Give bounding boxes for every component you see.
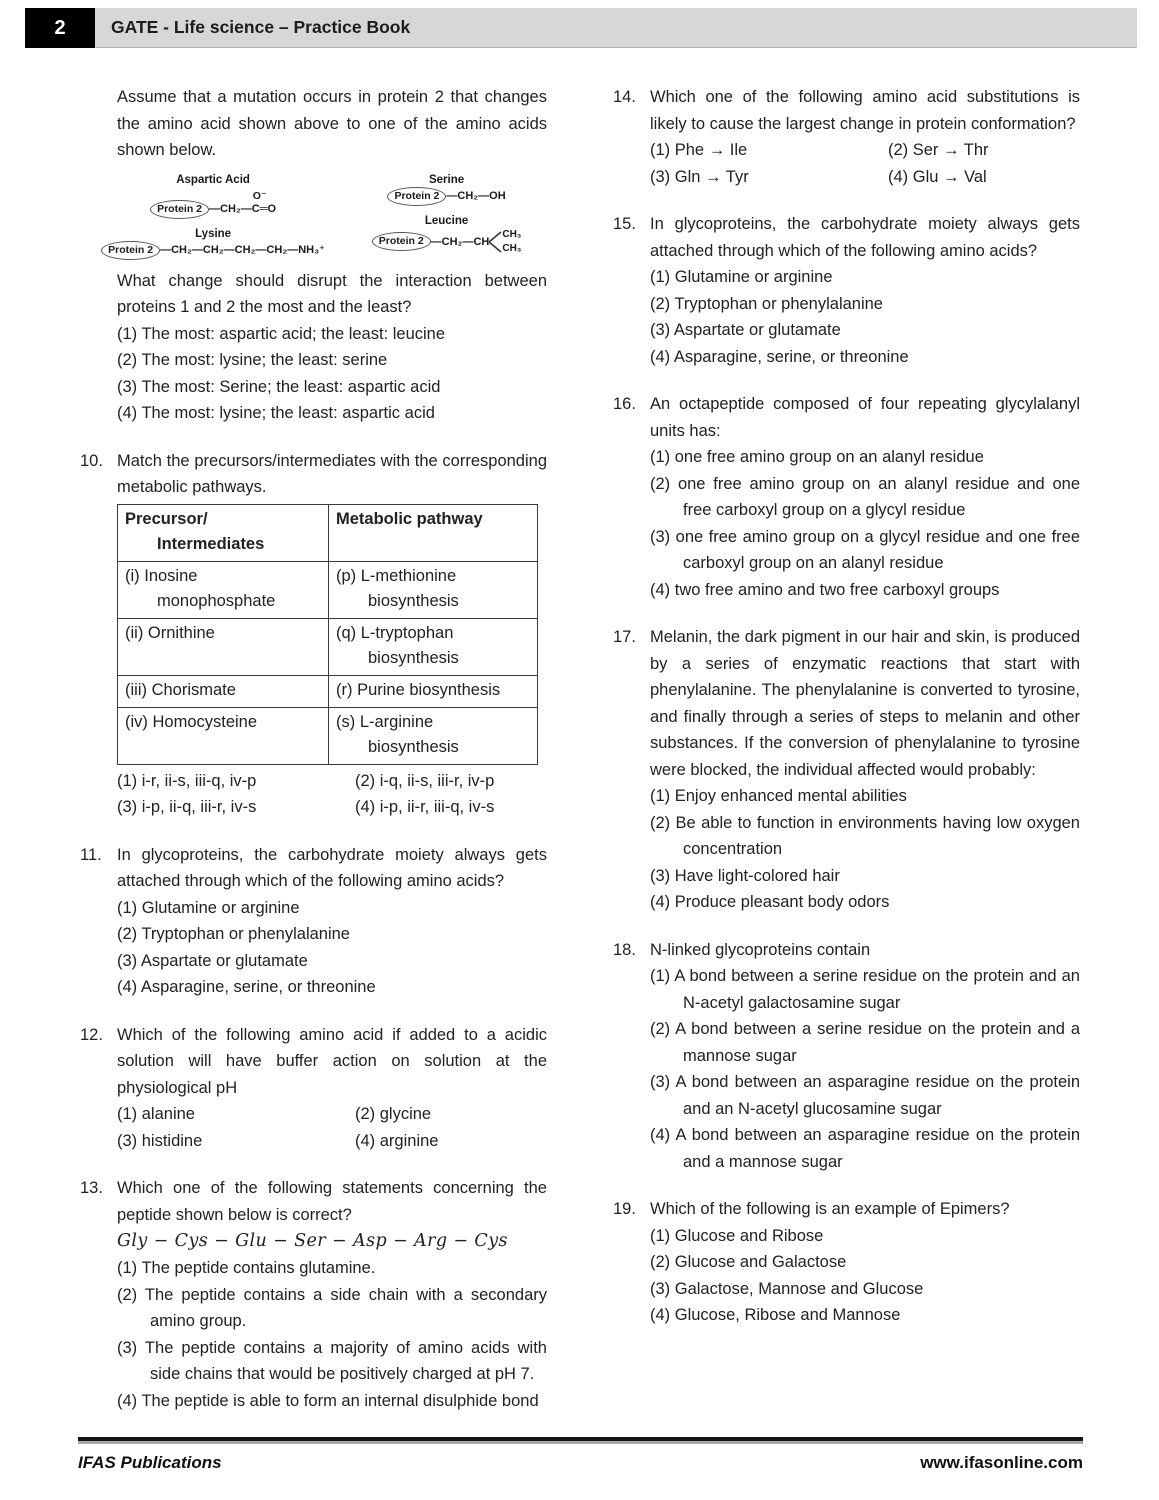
- option: (1) Glutamine or arginine: [117, 898, 300, 917]
- options-list: [613, 264, 1080, 370]
- branch-methyls: [502, 229, 521, 254]
- option: (1) The most: aspartic acid; the least: leucine: [117, 324, 446, 343]
- question: [613, 624, 1080, 783]
- option: (4) A bond between an asparagine residue on the protein and a mannose sugar: [650, 1126, 1080, 1171]
- chain-text: —CH₂—CH₂—CH₂—CH₂—NH₃⁺: [160, 244, 325, 256]
- question-text: Which of the following amino acid if added to a acidic solution will have buffer action on solution at the physiological pH: [117, 1025, 547, 1097]
- option: (2) Ser → Thr: [888, 141, 989, 159]
- table-header-row: [118, 504, 538, 561]
- table-cell: [118, 675, 329, 707]
- option: (2) Be able to function in environments having low oxygen concentration: [650, 813, 1080, 858]
- option: (3) Have light-colored hair: [650, 866, 840, 885]
- table-row: [118, 675, 538, 707]
- option: (1) one free amino group on an alanyl residue: [650, 448, 984, 466]
- option: (2) i-q, ii-s, iii-r, iv-p: [355, 771, 495, 790]
- match-table: [117, 504, 538, 765]
- options-grid: [80, 768, 547, 821]
- question: [613, 1196, 1080, 1223]
- question-number: 18.: [613, 940, 636, 959]
- options-row: [117, 768, 547, 795]
- option: (3) Aspartate or glutamate: [117, 951, 308, 970]
- page-header: [25, 8, 1137, 48]
- protein2-oval: Protein 2: [150, 200, 209, 219]
- option: (1) Enjoy enhanced mental abilities: [650, 787, 907, 805]
- chain-text: CH₃: [502, 243, 522, 254]
- page-footer: [78, 1437, 1083, 1473]
- option: (2) The most: lysine; the least: serine: [117, 351, 388, 369]
- option: (3) one free amino group on a glycyl residue and one free carboxyl group on an alanyl residue: [650, 527, 1080, 572]
- header-line: Metabolic pathway: [336, 509, 483, 528]
- branch-group: [489, 228, 521, 256]
- option: (2) one free amino group on an alanyl residue and one free carboxyl group on a glycyl residue: [650, 474, 1080, 519]
- chain-text: —CH₂—CH: [430, 235, 490, 248]
- structure-aspartic-acid: [150, 174, 276, 219]
- cell-line: (q) L-tryptophan: [336, 623, 454, 642]
- option: (4) Asparagine, serine, or threonine: [117, 978, 376, 996]
- option: (2) Tryptophan or phenylalanine: [117, 925, 350, 943]
- chain-text: C═O: [251, 203, 277, 215]
- options-grid: [80, 1101, 547, 1154]
- chain-text: CH₃: [502, 229, 522, 240]
- header-title-bar: [95, 8, 1137, 48]
- question-number: 15.: [613, 215, 636, 233]
- protein2-oval: Protein 2: [387, 187, 446, 206]
- options-list: [80, 1255, 547, 1414]
- option: (4) Asparagine, serine, or threonine: [650, 347, 909, 366]
- option: (4) Glu → Val: [888, 167, 987, 186]
- option: (4) The most: lysine; the least: aspartic acid: [117, 404, 435, 422]
- table-header-cell: [118, 504, 329, 561]
- footer-divider: [78, 1437, 1083, 1441]
- option: (2) A bond between a serine residue on the protein and a mannose sugar: [650, 1020, 1080, 1065]
- protein2-oval: Protein 2: [372, 232, 431, 251]
- option: (3) Aspartate or glutamate: [650, 321, 841, 339]
- option: (1) Phe → Ile: [650, 141, 748, 159]
- book-title: GATE - Life science – Practice Book: [111, 17, 411, 37]
- option: (4) Produce pleasant body odors: [650, 893, 890, 911]
- table-row: [118, 561, 538, 618]
- header-line: Intermediates: [157, 534, 265, 553]
- carboxyl-stack: [251, 190, 277, 216]
- cell-line: biosynthesis: [368, 591, 459, 610]
- options-row: [117, 1128, 547, 1155]
- cell-line: (iii) Chorismate: [125, 680, 236, 699]
- structure-chain: [150, 190, 277, 219]
- table-cell: [118, 561, 329, 618]
- options-row: [650, 164, 1080, 191]
- table-cell: [329, 675, 538, 707]
- cell-line: (p) L-methionine: [336, 566, 457, 585]
- table-cell: [329, 707, 538, 764]
- left-column: [80, 84, 547, 1436]
- cell-line: (ii) Ornithine: [125, 623, 215, 642]
- question-text: Which of the following is an example of Epimers?: [650, 1200, 1010, 1218]
- branch-bonds-icon: [489, 228, 502, 256]
- option: (3) Gln → Tyr: [650, 167, 749, 186]
- structure-label: Lysine: [195, 227, 232, 240]
- question-number: 14.: [613, 88, 636, 106]
- question: [613, 937, 1080, 964]
- header-line: Precursor/: [125, 509, 208, 528]
- question-text: In glycoproteins, the carbohydrate moiety always gets attached through which of the following amino acids?: [117, 845, 547, 890]
- question-number: 16.: [613, 395, 636, 413]
- question: [80, 842, 547, 895]
- question-number: 12.: [80, 1025, 103, 1044]
- question-number: 10.: [80, 451, 103, 470]
- structure-chain: [372, 228, 522, 256]
- question-text: Melanin, the dark pigment in our hair and skin, is produced by a series of enzymatic reactions that start with phenylalanine. The phenylalanine is converted to tyrosine, and finally through a series of steps to melanin and other substances. If the conversion of phenylalanine to tyrosine were blocked, the individual affected would probably:: [650, 628, 1080, 779]
- structure-lysine: [101, 228, 325, 260]
- question-text: Which one of the following statements concerning the peptide shown below is correct?: [117, 1179, 547, 1224]
- option: (4) Glucose, Ribose and Mannose: [650, 1306, 901, 1324]
- cell-line: (iv) Homocysteine: [125, 712, 258, 731]
- structure-label: Aspartic Acid: [176, 173, 250, 186]
- option: (3) The most: Serine; the least: aspartic acid: [117, 377, 441, 396]
- option: (3) histidine: [117, 1131, 203, 1150]
- figure-amino-structures: [80, 174, 547, 260]
- cell-line: (r) Purine biosynthesis: [336, 680, 501, 699]
- option: (3) Galactose, Mannose and Glucose: [650, 1279, 924, 1298]
- structure-leucine: [372, 215, 522, 256]
- option: (1) Glutamine or arginine: [650, 268, 833, 286]
- option: (3) The peptide contains a majority of amino acids with side chains that would be positively charged at pH 7.: [117, 1338, 547, 1383]
- structure-chain: [101, 241, 325, 260]
- question: [80, 1175, 547, 1228]
- structure-chain: [387, 187, 505, 206]
- cell-line: biosynthesis: [368, 737, 459, 756]
- oxygen-minus: O⁻: [252, 190, 267, 202]
- question-number: 13.: [80, 1179, 103, 1197]
- figure-left-group: [80, 174, 346, 260]
- question: [613, 84, 1080, 137]
- options-list: [613, 444, 1080, 603]
- option: (3) i-p, ii-q, iii-r, iv-s: [117, 798, 257, 816]
- table-cell: [118, 618, 329, 675]
- figure-right-group: [346, 174, 547, 260]
- option: (3) A bond between an asparagine residue on the protein and an N-acetyl glucosamine sugar: [650, 1073, 1080, 1118]
- question: [80, 1022, 547, 1102]
- option: (4) arginine: [355, 1131, 439, 1150]
- page-number: 2: [25, 8, 95, 48]
- options-list: [613, 1223, 1080, 1329]
- chain-text: —CH₂—: [209, 203, 252, 215]
- question-text: N-linked glycoproteins contain: [650, 940, 871, 959]
- paragraph: What change should disrupt the interaction between proteins 1 and 2 the most and the least?: [117, 271, 547, 316]
- question: [80, 448, 547, 501]
- table-cell: [329, 618, 538, 675]
- table-cell: [118, 707, 329, 764]
- options-list: [613, 783, 1080, 916]
- question-number: 17.: [613, 628, 636, 646]
- option: (1) i-r, ii-s, iii-q, iv-p: [117, 771, 257, 790]
- question: [613, 211, 1080, 264]
- website-url: www.ifasonline.com: [920, 1453, 1083, 1472]
- question-number: 19.: [613, 1200, 636, 1218]
- option: (1) Glucose and Ribose: [650, 1226, 824, 1245]
- question-text: In glycoproteins, the carbohydrate moiety always gets attached through which of the following amino acids?: [650, 215, 1080, 260]
- cell-line: biosynthesis: [368, 648, 459, 667]
- option: (2) Glucose and Galactose: [650, 1253, 847, 1271]
- option: (4) The peptide is able to form an internal disulphide bond: [117, 1391, 539, 1410]
- option: (2) The peptide contains a side chain with a secondary amino group.: [117, 1285, 547, 1330]
- question-number: 11.: [80, 845, 102, 864]
- options-list: [613, 963, 1080, 1175]
- options-row: [650, 137, 1080, 164]
- table-row: [118, 618, 538, 675]
- question-text: Which one of the following amino acid substitutions is likely to cause the largest change in protein conformation?: [650, 88, 1080, 133]
- cell-line: monophosphate: [157, 591, 276, 610]
- option: (4) i-p, ii-r, iii-q, iv-s: [355, 798, 495, 816]
- option: (4) two free amino and two free carboxyl groups: [650, 580, 1000, 599]
- option: (1) The peptide contains glutamine.: [117, 1259, 376, 1277]
- options-row: [117, 1101, 547, 1128]
- option: (1) A bond between a serine residue on the protein and an N-acetyl galactosamine sugar: [650, 967, 1080, 1012]
- protein2-oval: Protein 2: [101, 241, 160, 260]
- right-column: [613, 84, 1080, 1436]
- options-list: [80, 895, 547, 1001]
- options-row: [117, 794, 547, 821]
- cell-line: (s) L-arginine: [336, 712, 434, 731]
- question-text: Match the precursors/intermediates with the corresponding metabolic pathways.: [117, 451, 547, 496]
- table-header-cell: [329, 504, 538, 561]
- publisher-name: IFAS Publications: [78, 1453, 222, 1472]
- option: (2) glycine: [355, 1105, 432, 1123]
- chain-text: —CH₂—OH: [446, 190, 506, 202]
- options-grid: [613, 137, 1080, 190]
- options-list: [80, 321, 547, 427]
- structure-label: Serine: [428, 173, 465, 186]
- structure-serine: [387, 174, 505, 206]
- peptide-formula: Gly − Cys − Glu − Ser − Asp − Arg − Cys: [117, 1231, 508, 1251]
- question: [613, 391, 1080, 444]
- option: (2) Tryptophan or phenylalanine: [650, 294, 883, 313]
- question-text: An octapeptide composed of four repeating glycylalanyl units has:: [650, 395, 1080, 440]
- structure-label: Leucine: [424, 214, 469, 227]
- cell-line: (i) Inosine: [125, 566, 198, 585]
- option: (1) alanine: [117, 1105, 195, 1123]
- table-row: [118, 707, 538, 764]
- table-cell: [329, 561, 538, 618]
- paragraph: Assume that a mutation occurs in protein 2 that changes the amino acid shown above to one of the amino acids shown below.: [117, 88, 547, 159]
